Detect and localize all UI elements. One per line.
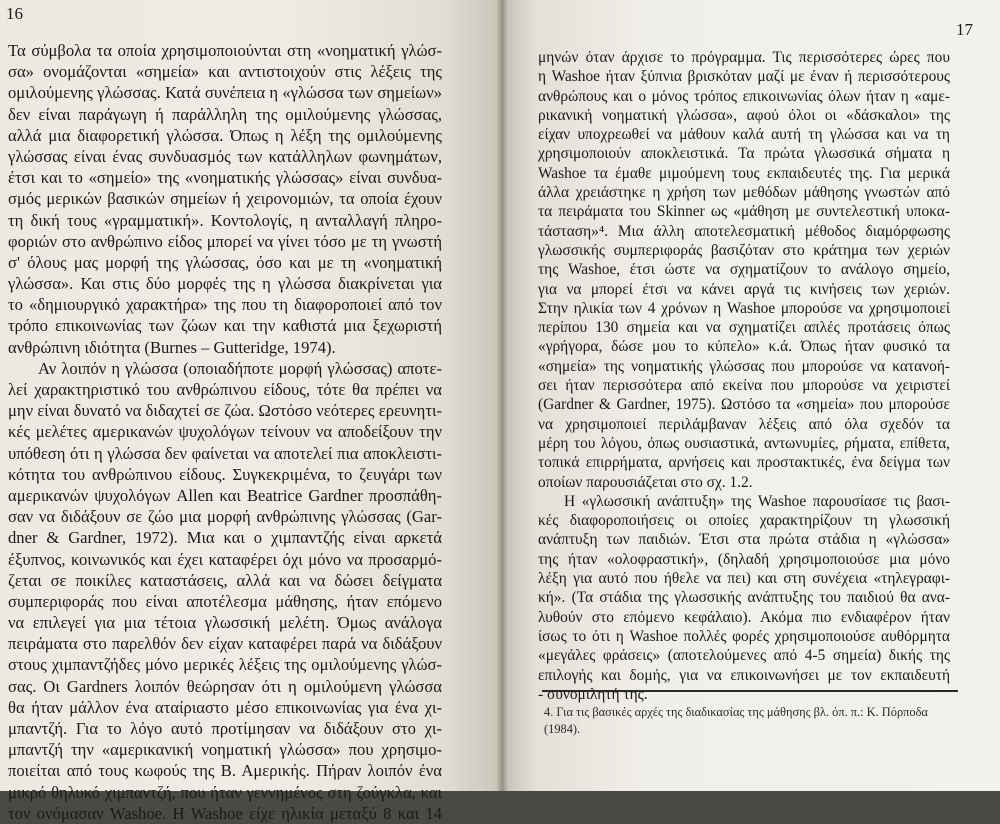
text-line: Στην ηλικία των 4 χρόνων η Washoe μπορούσε να χρησιμοποιεί	[538, 299, 950, 317]
text-line: Washoe τα έμαθε μιμούμενη τους εκπαιδευτές της. Για μερικά	[538, 164, 950, 182]
text-line: τη δική τους «γραμματική». Κοντολογίς, η ανταλλαγή πληρο-	[8, 210, 442, 230]
text-line: συμπεριφοράς που είναι αποτέλεσμα μάθησης, ήταν επόμενο	[8, 591, 442, 611]
right-page-body	[538, 48, 950, 704]
text-line: ανάπτυξη των παιδιών. Έτσι στα πρώτα στάδια η «γλώσσα»	[538, 531, 950, 549]
text-line: μικρό θηλυκό χιμπαντζή, που ήταν γεννημένος στη ζούγκλα, και	[8, 782, 442, 802]
text-line: «γρήγορα, δώσε μου το κύπελο» κ.ά. Όπως ήταν φυσικό τα	[538, 338, 950, 356]
text-line: ποιείται από τους κωφούς της Β. Αμερικής. Πήραν λοιπόν ένα	[8, 761, 442, 781]
text-line: dner & Gardner, 1972). Μια και ο χιμπαντζής είναι αρκετά	[8, 528, 442, 548]
text-line: σει ήταν περισσότερα από εκείνα που μπορούσε να χειριστεί	[538, 377, 950, 395]
text-line: λεί χαρακτηριστικό του ανθρώπινου είδους, τότε θα πρέπει να	[8, 380, 442, 399]
text-line: θα ήταν μάλλον ένα αταίριαστο μέσο επικοινωνίας για ένα χι-	[8, 697, 442, 717]
text-line: σας. Οι Gardners λοιπόν θεώρησαν ότι η ομιλούμενη γλώσσα	[8, 676, 442, 696]
text-line: το «δημιουργικό χαρακτήρα» της που τη διαφοροποιεί από τον	[8, 295, 442, 315]
text-line: τοπικά επιρρήματα, αρνήσεις και προστακτικές, ένα δείγμα των	[538, 454, 950, 472]
text-line: πειράματα στο παρελθόν δεν είχαν καταφέρει παρά να διδάξουν	[8, 634, 442, 654]
page-number-right: 17	[956, 20, 973, 39]
text-line: (Gardner & Gardner, 1975). Ωστόσο τα «σημεία» που μπορούσε	[538, 396, 950, 414]
text-line: λέξη για αυτό που ήθελε να πει) και στη συνέχεια «τηλεγραφι-	[538, 570, 950, 588]
text-line: Η «γλωσσική ανάπτυξη» της Washoe παρουσίασε τις βασι-	[564, 492, 950, 510]
text-line: τα πειράματα του Skinner ως «μάθηση με συντελεστική υποκα-	[538, 203, 950, 221]
text-line: έτσι και το «σημείο» της «νοηματικής γλώσσας» είναι συνδυα-	[8, 168, 442, 188]
text-line: «μεγάλες φράσεις» (αποτελούμενες από 4-5 σημεία) δικής της	[538, 647, 950, 665]
text-line: άλλα χρειάστηκε η χρήση των μεθόδων μάθησης γνωστών από	[538, 184, 950, 202]
text-line: υπόθεση ότι η γλώσσα δεν φαίνεται να αποτελεί πια αποκλειστι-	[8, 443, 442, 463]
footnote-rule	[542, 690, 958, 692]
text-line: σ' όλους μας μορφή της γλώσσας, όσο και με τη «νοηματική	[8, 252, 442, 272]
page-number-left: 16	[6, 4, 23, 23]
text-line: σμός μερικών βασικών σημείων ή χειρονομιών, τα οποία έχουν	[8, 189, 442, 209]
text-line: γλωσσικής συμπεριφοράς βασιζόταν στο κράτημα των χεριών	[538, 241, 950, 259]
footnote-line: 4. Για τις βασικές αρχές της διαδικασίας της μάθησης βλ. όπ. π.: Κ. Πόρποδα	[544, 705, 928, 719]
text-line: ανθρώπινη ιδιότητα (Burnes – Gutteridge, 1974).	[8, 337, 336, 357]
footnote	[544, 704, 956, 738]
text-line: μηνών όταν άρχισε το πρόγραμμα. Τις περισσότερες ώρες που	[538, 49, 950, 66]
text-line: η Washoe ήταν ξύπνια βρισκόταν μαζί με έναν ή περισσότερους	[538, 68, 950, 86]
text-line: στους χιμπαντζήδες μόνο μερικές λέξεις της ομιλούμενης γλώσ-	[8, 655, 442, 675]
text-line: Αν λοιπόν η γλώσσα (οποιαδήποτε μορφή γλώσσας) αποτε-	[38, 358, 442, 378]
text-line: σα» ονομάζονται «σημεία» και αντιστοιχούν στις λέξεις της	[8, 62, 442, 82]
text-line: δεν είναι παράγωγη ή παράλληλη της ομιλούμενης γλώσσας,	[8, 104, 442, 124]
text-line: γλώσσας είναι ένας συνδυασμός των κατάλληλων φωνημάτων,	[8, 146, 442, 166]
book-spine-shadow	[496, 0, 508, 791]
text-line: για να μπορεί έτσι να κάνει αργά τις κινήσεις των χεριών.	[538, 280, 950, 298]
text-line: τάσταση»⁴. Μια άλλη αποτελεσματική μέθοδος διαμόρφωσης	[538, 222, 950, 240]
text-line: ζεται σε ποικίλες καταστάσεις, αλλά και να δώσει δείγματα	[8, 570, 442, 590]
right-page	[502, 0, 1000, 791]
text-line: είχαν υποχρεωθεί να μάθουν καλά αυτή τη γλώσσα και να τη	[538, 126, 950, 144]
text-line: κή». (Τα στάδια της γλωσσικής ανάπτυξης του παιδιού θα ανα-	[538, 589, 950, 607]
text-line: επιλογής και δομής, για να επικοινωνήσει με τον εκπαιδευτή	[538, 666, 950, 684]
text-line: μην είναι δυνατό να διδαχτεί σε ζώα. Ωστόσο νεότερες ερευνητι-	[8, 401, 442, 421]
text-line: μέρη του λόγου, όπως ουσιαστικά, αντωνυμίες, ρήματα, επίθετα,	[538, 434, 950, 452]
text-line: «σημεία» της νοηματικής γλώσσας που μπορούσε να κατανοή-	[538, 357, 950, 375]
text-line: αμερικανών ψυχολόγων Allen και Beatrice Gardner προσπάθη-	[8, 485, 442, 505]
text-line: ανθρώπους και ο μόνος τρόπος επικοινωνίας όλων ήταν η «αμε-	[538, 87, 950, 105]
text-line: σαν να διδάξουν σε ζώο μια μορφή ανθρώπινης γλώσσας (Gar-	[8, 507, 442, 527]
text-line: περίπου 130 σημεία και να σχηματίζει απλές προτάσεις όπως	[538, 319, 950, 337]
text-line: Τα σύμβολα τα οποία χρησιμοποιούνται στη «νοηματική γλώσ-	[8, 41, 442, 60]
text-line: αλλά μια διαφορετική γλώσσα. Όπως η λέξη της ομιλούμενης	[8, 125, 442, 145]
text-line: τον ονόμασαν Washoe. Η Washoe είχε ηλικία μεταξύ 8 και 14	[8, 803, 442, 823]
text-line: να επιλεγεί για μια τέτοια γλωσσική μελέτη. Όμως ανάλογα	[8, 613, 442, 633]
text-line: της Washoe, έτσι ώστε να σχηματίζουν το ανάλογο σημείο,	[538, 261, 950, 279]
text-line: να χρησιμοποιεί περιλάμβαναν λέξεις από όλα σχεδόν τα	[538, 415, 950, 433]
text-line: έξυπνος, κοινωνικός και έχει καταφέρει όχι μόνο να προσαρμό-	[8, 549, 442, 569]
text-line: λυθούν στο επόμενο κεφάλαιο). Ακόμα πιο ενδιαφέρον ήταν	[538, 608, 950, 626]
text-line: κές μελέτες αμερικανών ψυχολόγων τείνουν να αποδείξουν την	[8, 422, 442, 442]
text-line: τρόπο επικοινωνίας των ζώων και την καθιστά μια ξεχωριστή	[8, 316, 442, 336]
text-line: της ήταν «ολοφραστική», (δηλαδή χρησιμοποιούσε μια μόνο	[538, 550, 950, 568]
text-line: ίσως το ότι η Washoe πολλές φορές χρησιμοποιούσε αυθόρμητα	[538, 627, 950, 645]
footnote-line: (1984).	[544, 722, 581, 736]
text-line: χρησιμοποιούν αποκλειστικά. Τα πρώτα γλωσσικά σήματα η	[538, 145, 950, 163]
text-line: οποίων παρουσιάζεται στο σχ. 1.2.	[538, 473, 753, 491]
left-page-body	[8, 40, 442, 824]
text-line: - συνομιλητή της.	[538, 685, 648, 703]
text-line: ρικανική νοηματική γλώσσα», αφού όλοι οι «δάσκαλοι» της	[538, 106, 950, 124]
text-line: μπαντζή την «αμερικανική νοηματική γλώσσα» που χρησιμο-	[8, 740, 442, 760]
text-line: γλώσσα». Και στις δύο μορφές της η γλώσσα διακρίνεται για	[8, 274, 442, 294]
text-line: κότητα του ανθρώπινου είδους. Συγκεκριμένα, το ζευγάρι των	[8, 464, 442, 484]
text-line: ομιλούμενης γλώσσας. Κατά συνέπεια η «γλώσσα των σημείων»	[8, 83, 442, 103]
text-line: φοριών στο ανθρώπινο είδος μπορεί να γίνει τόσο με τη γνωστή	[8, 231, 442, 251]
text-line: μπαντζή. Για το λόγο αυτό προτίμησαν να διδάξουν στο χι-	[8, 719, 442, 738]
text-line: κές διαφοροποιήσεις οι οποίες χαρακτηρίζουν τη γλωσσική	[538, 512, 950, 530]
